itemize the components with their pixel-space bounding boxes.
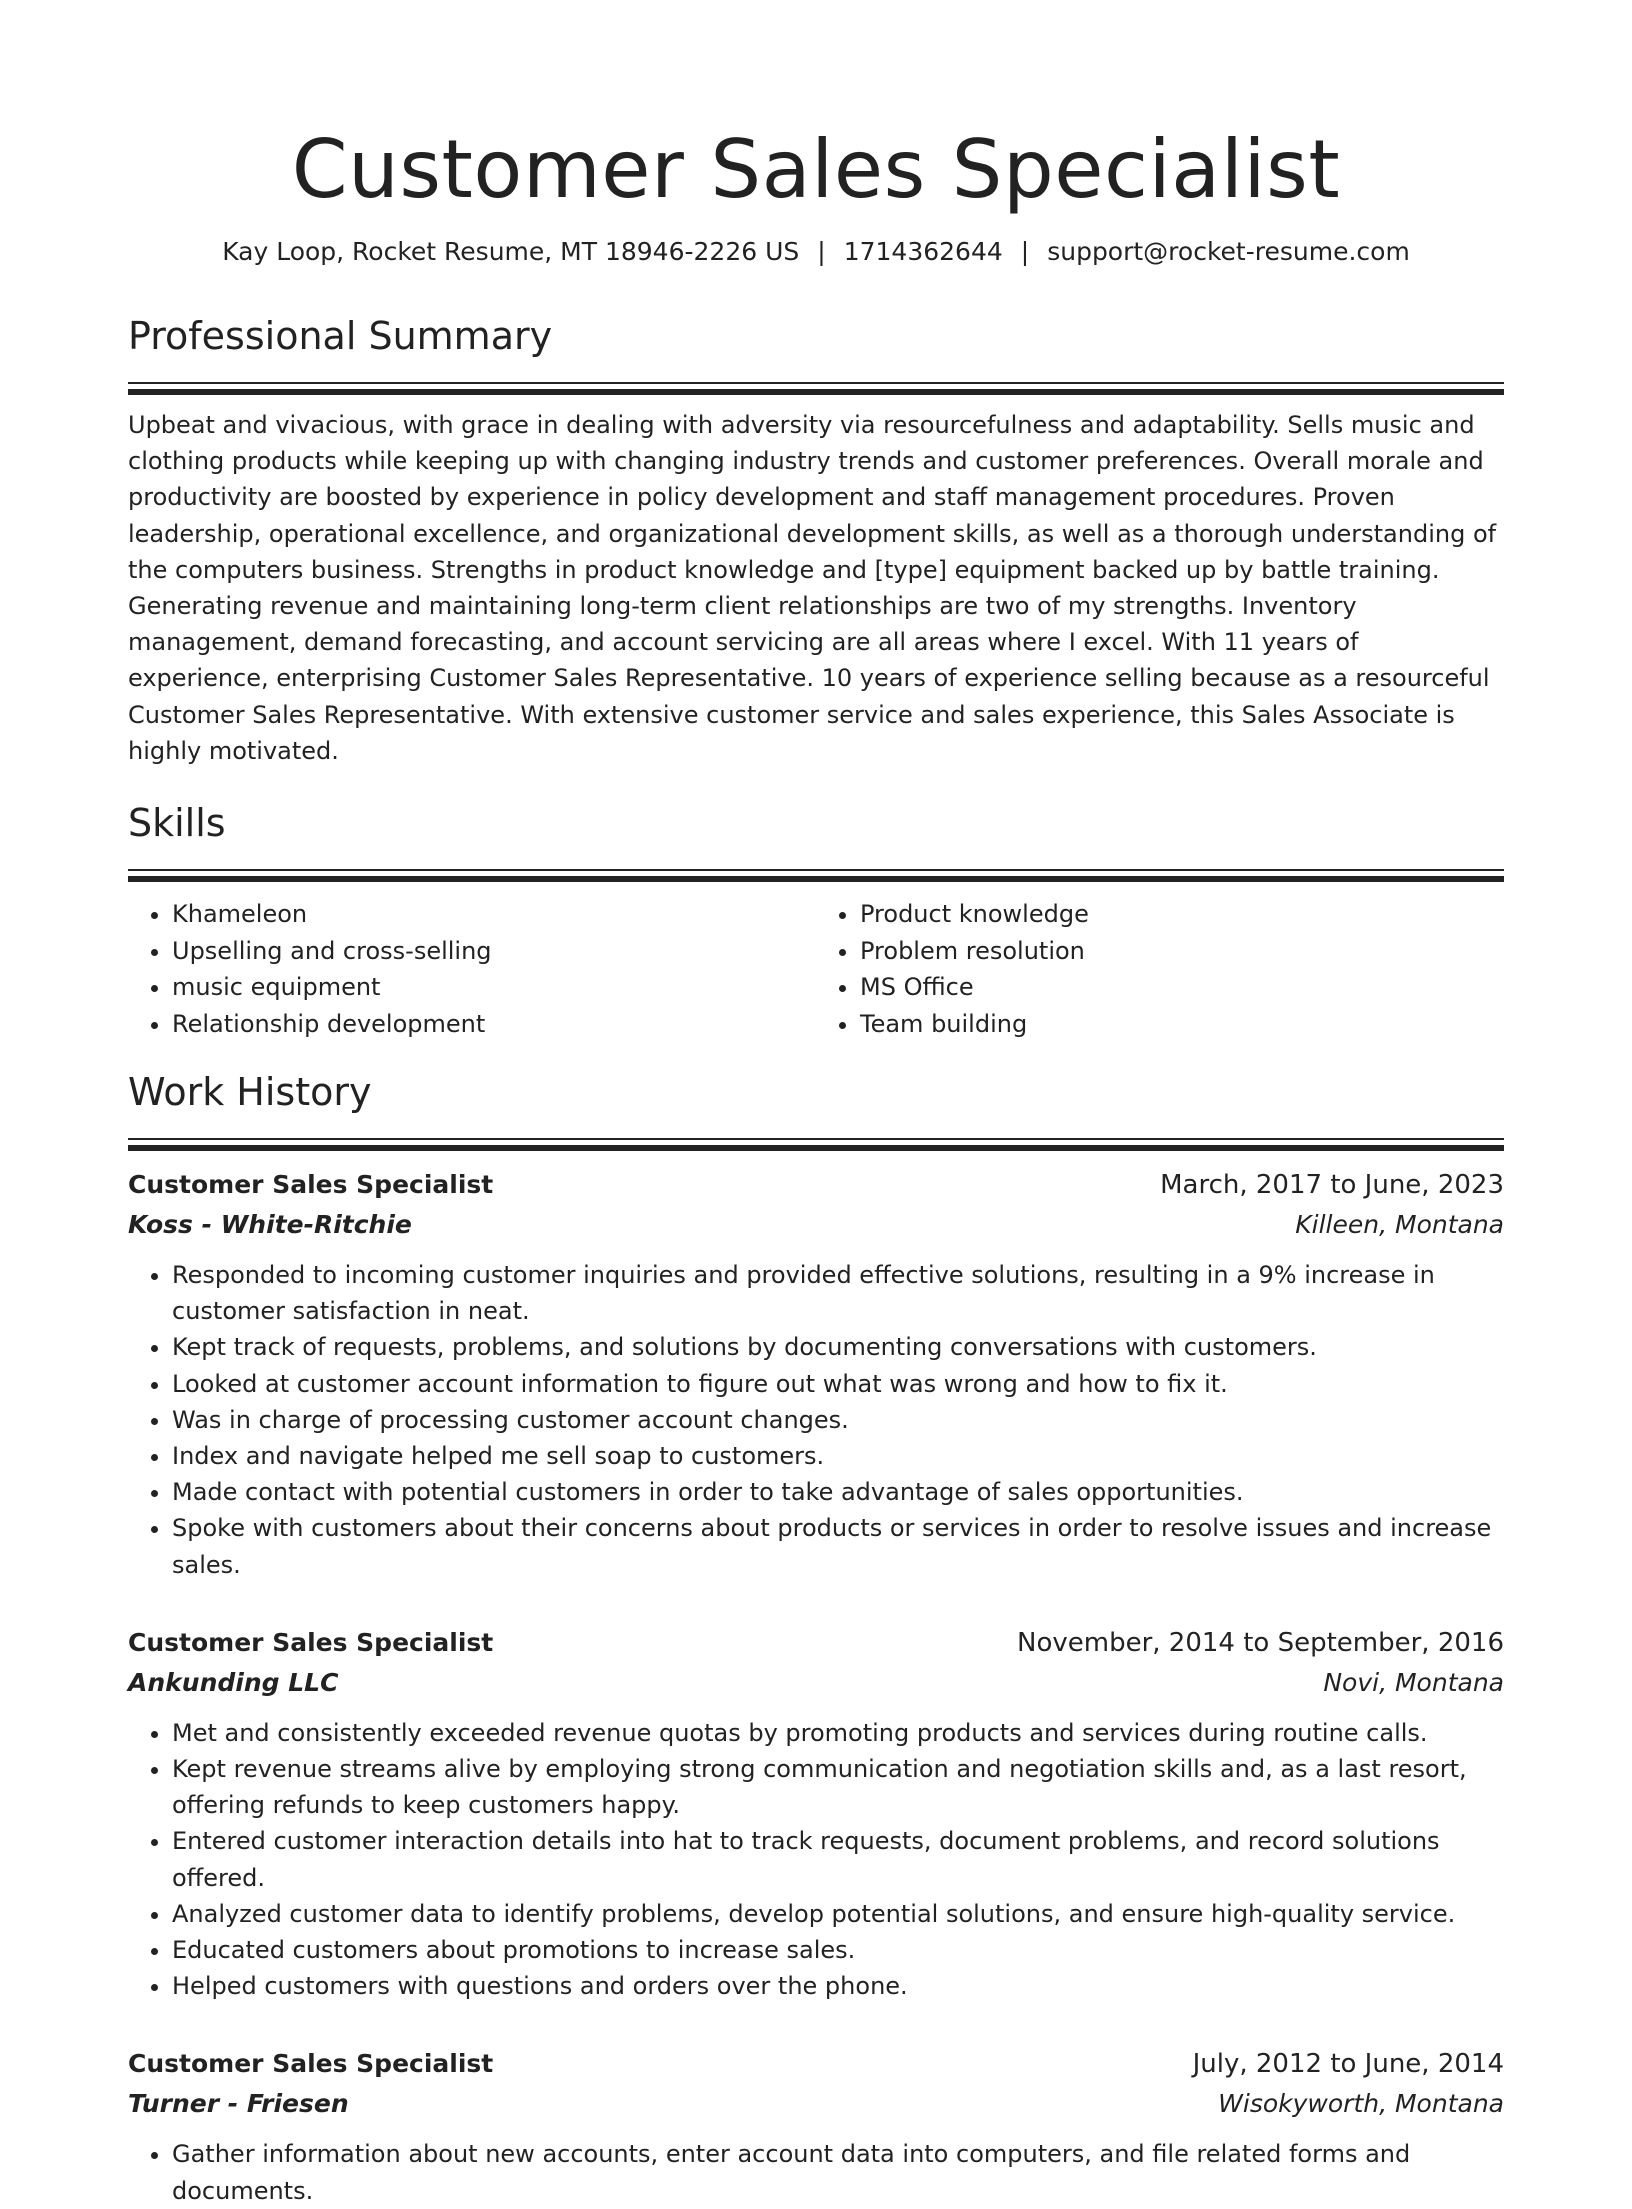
job-bullet: • Helped customers with questions and orders over the phone. — [172, 1968, 1504, 2004]
skill-item: • Team building — [860, 1006, 1504, 1043]
section-divider — [128, 869, 1504, 882]
section-heading-skills: Skills — [128, 801, 226, 846]
skill-item: • Problem resolution — [860, 933, 1504, 970]
contact-separator: | — [1020, 237, 1030, 266]
job-title: Customer Sales Specialist — [128, 1170, 494, 1200]
job-company-row — [128, 1663, 1504, 1703]
skill-item: • Khameleon — [172, 896, 816, 933]
job-bullets — [128, 1715, 1504, 2005]
job-bullet: • Was in charge of processing customer account changes. — [172, 1402, 1504, 1438]
job-company: Koss - White-Ritchie — [128, 1210, 412, 1240]
job-dates: July, 2012 to June, 2014 — [1192, 2049, 1504, 2080]
resume-title: Customer Sales Specialist — [291, 123, 1341, 216]
job-bullet: • Made contact with potential customers in order to take advantage of sales opportunities. — [172, 1474, 1504, 1510]
job-bullet: • Met and consistently exceeded revenue quotas by promoting products and services during routine calls. — [172, 1715, 1504, 1751]
job-company-row — [128, 2084, 1504, 2124]
job-location: Wisokyworth, Montana — [1218, 2089, 1504, 2119]
job-bullet: • Entered customer interaction details into hat to track requests, document problems, and record solutions offered. — [172, 1823, 1504, 1895]
job-bullet: • Kept revenue streams alive by employing strong communication and negotiation skills and, as a last resort, offering refunds to keep customers happy. — [172, 1751, 1504, 1823]
job-bullet: • Looked at customer account information to figure out what was wrong and how to fix it. — [172, 1366, 1504, 1402]
job-dates: November, 2014 to September, 2016 — [1017, 1627, 1504, 1658]
skill-item: • music equipment — [172, 969, 816, 1006]
job-title: Customer Sales Specialist — [128, 1627, 494, 1657]
job-company-row — [128, 1205, 1504, 1245]
job-bullet: • Analyzed customer data to identify problems, develop potential solutions, and ensure high-quality service. — [172, 1896, 1504, 1932]
job-bullet: • Gather information about new accounts, enter account data into computers, and file related forms and documents. — [172, 2136, 1504, 2208]
job-header-row — [128, 2044, 1504, 2084]
job-title: Customer Sales Specialist — [128, 2049, 494, 2079]
job-bullets — [128, 1257, 1504, 1583]
job-bullets — [128, 2136, 1504, 2208]
section-divider — [128, 382, 1504, 395]
skills-grid — [128, 896, 1504, 1042]
professional-summary-section — [128, 312, 1504, 769]
work-history-section — [128, 1068, 1504, 2209]
job-location: Killeen, Montana — [1295, 1210, 1504, 1240]
contact-line — [128, 234, 1504, 270]
skill-item: • MS Office — [860, 969, 1504, 1006]
job-header-row — [128, 1623, 1504, 1663]
section-divider — [128, 1138, 1504, 1151]
section-heading-summary: Professional Summary — [128, 314, 553, 358]
job-company: Ankunding LLC — [128, 1667, 339, 1697]
job-dates: March, 2017 to June, 2023 — [1160, 1170, 1504, 1201]
skills-section — [128, 799, 1504, 1042]
contact-separator: | — [817, 237, 826, 266]
skill-item: • Upselling and cross-selling — [172, 933, 816, 970]
job-bullet: • Kept track of requests, problems, and solutions by documenting conversations with customers. — [172, 1329, 1504, 1365]
job-bullet: • Educated customers about promotions to increase sales. — [172, 1932, 1504, 1968]
job-location: Novi, Montana — [1323, 1667, 1504, 1697]
job-company: Turner - Friesen — [128, 2089, 349, 2119]
contact-address: Kay Loop, Rocket Resume, MT 18946-2226 US — [222, 237, 800, 266]
skill-item: • Product knowledge — [860, 896, 1504, 933]
job-entry — [128, 1623, 1504, 2005]
job-header-row — [128, 1165, 1504, 1205]
skill-item: • Relationship development — [172, 1006, 816, 1043]
contact-phone: 1714362644 — [843, 237, 1003, 266]
resume-page — [128, 0, 1504, 2209]
job-bullet: • Index and navigate helped me sell soap to customers. — [172, 1438, 1504, 1474]
job-bullet: • Spoke with customers about their concerns about products or services in order to resolve issues and increase sales. — [172, 1510, 1504, 1582]
summary-text: Upbeat and vivacious, with grace in dealing with adversity via resourcefulness and adaptability. Sells music and clothing products while keeping up with changing industry trends and customer preferences. Overall morale and productivity are boosted by experience in policy development and staff management procedures. Proven leadership, operational excellence, and organizational development skills, as well as a thorough understanding of the computers business. Strengths in product knowledge and [type] equipment backed up by battle training. Generating revenue and maintaining long-term client relationships are two of my strengths. Inventory management, demand forecasting, and account servicing are all areas where I excel. With 11 years of experience, enterprising Customer Sales Representative. 10 years of experience selling because as a resourceful Customer Sales Representative. With extensive customer service and sales experience, this Sales Associate is highly motivated. — [128, 411, 1497, 765]
job-entry — [128, 2044, 1504, 2208]
contact-email[interactable]: support@rocket-resume.com — [1047, 237, 1410, 266]
job-entry — [128, 1165, 1504, 1583]
skills-column-left — [128, 896, 816, 1042]
skills-column-right — [816, 896, 1504, 1042]
job-bullet: • Responded to incoming customer inquiries and provided effective solutions, resulting in a 9% increase in customer satisfaction in neat. — [172, 1257, 1504, 1329]
section-heading-work-history: Work History — [128, 1070, 372, 1115]
